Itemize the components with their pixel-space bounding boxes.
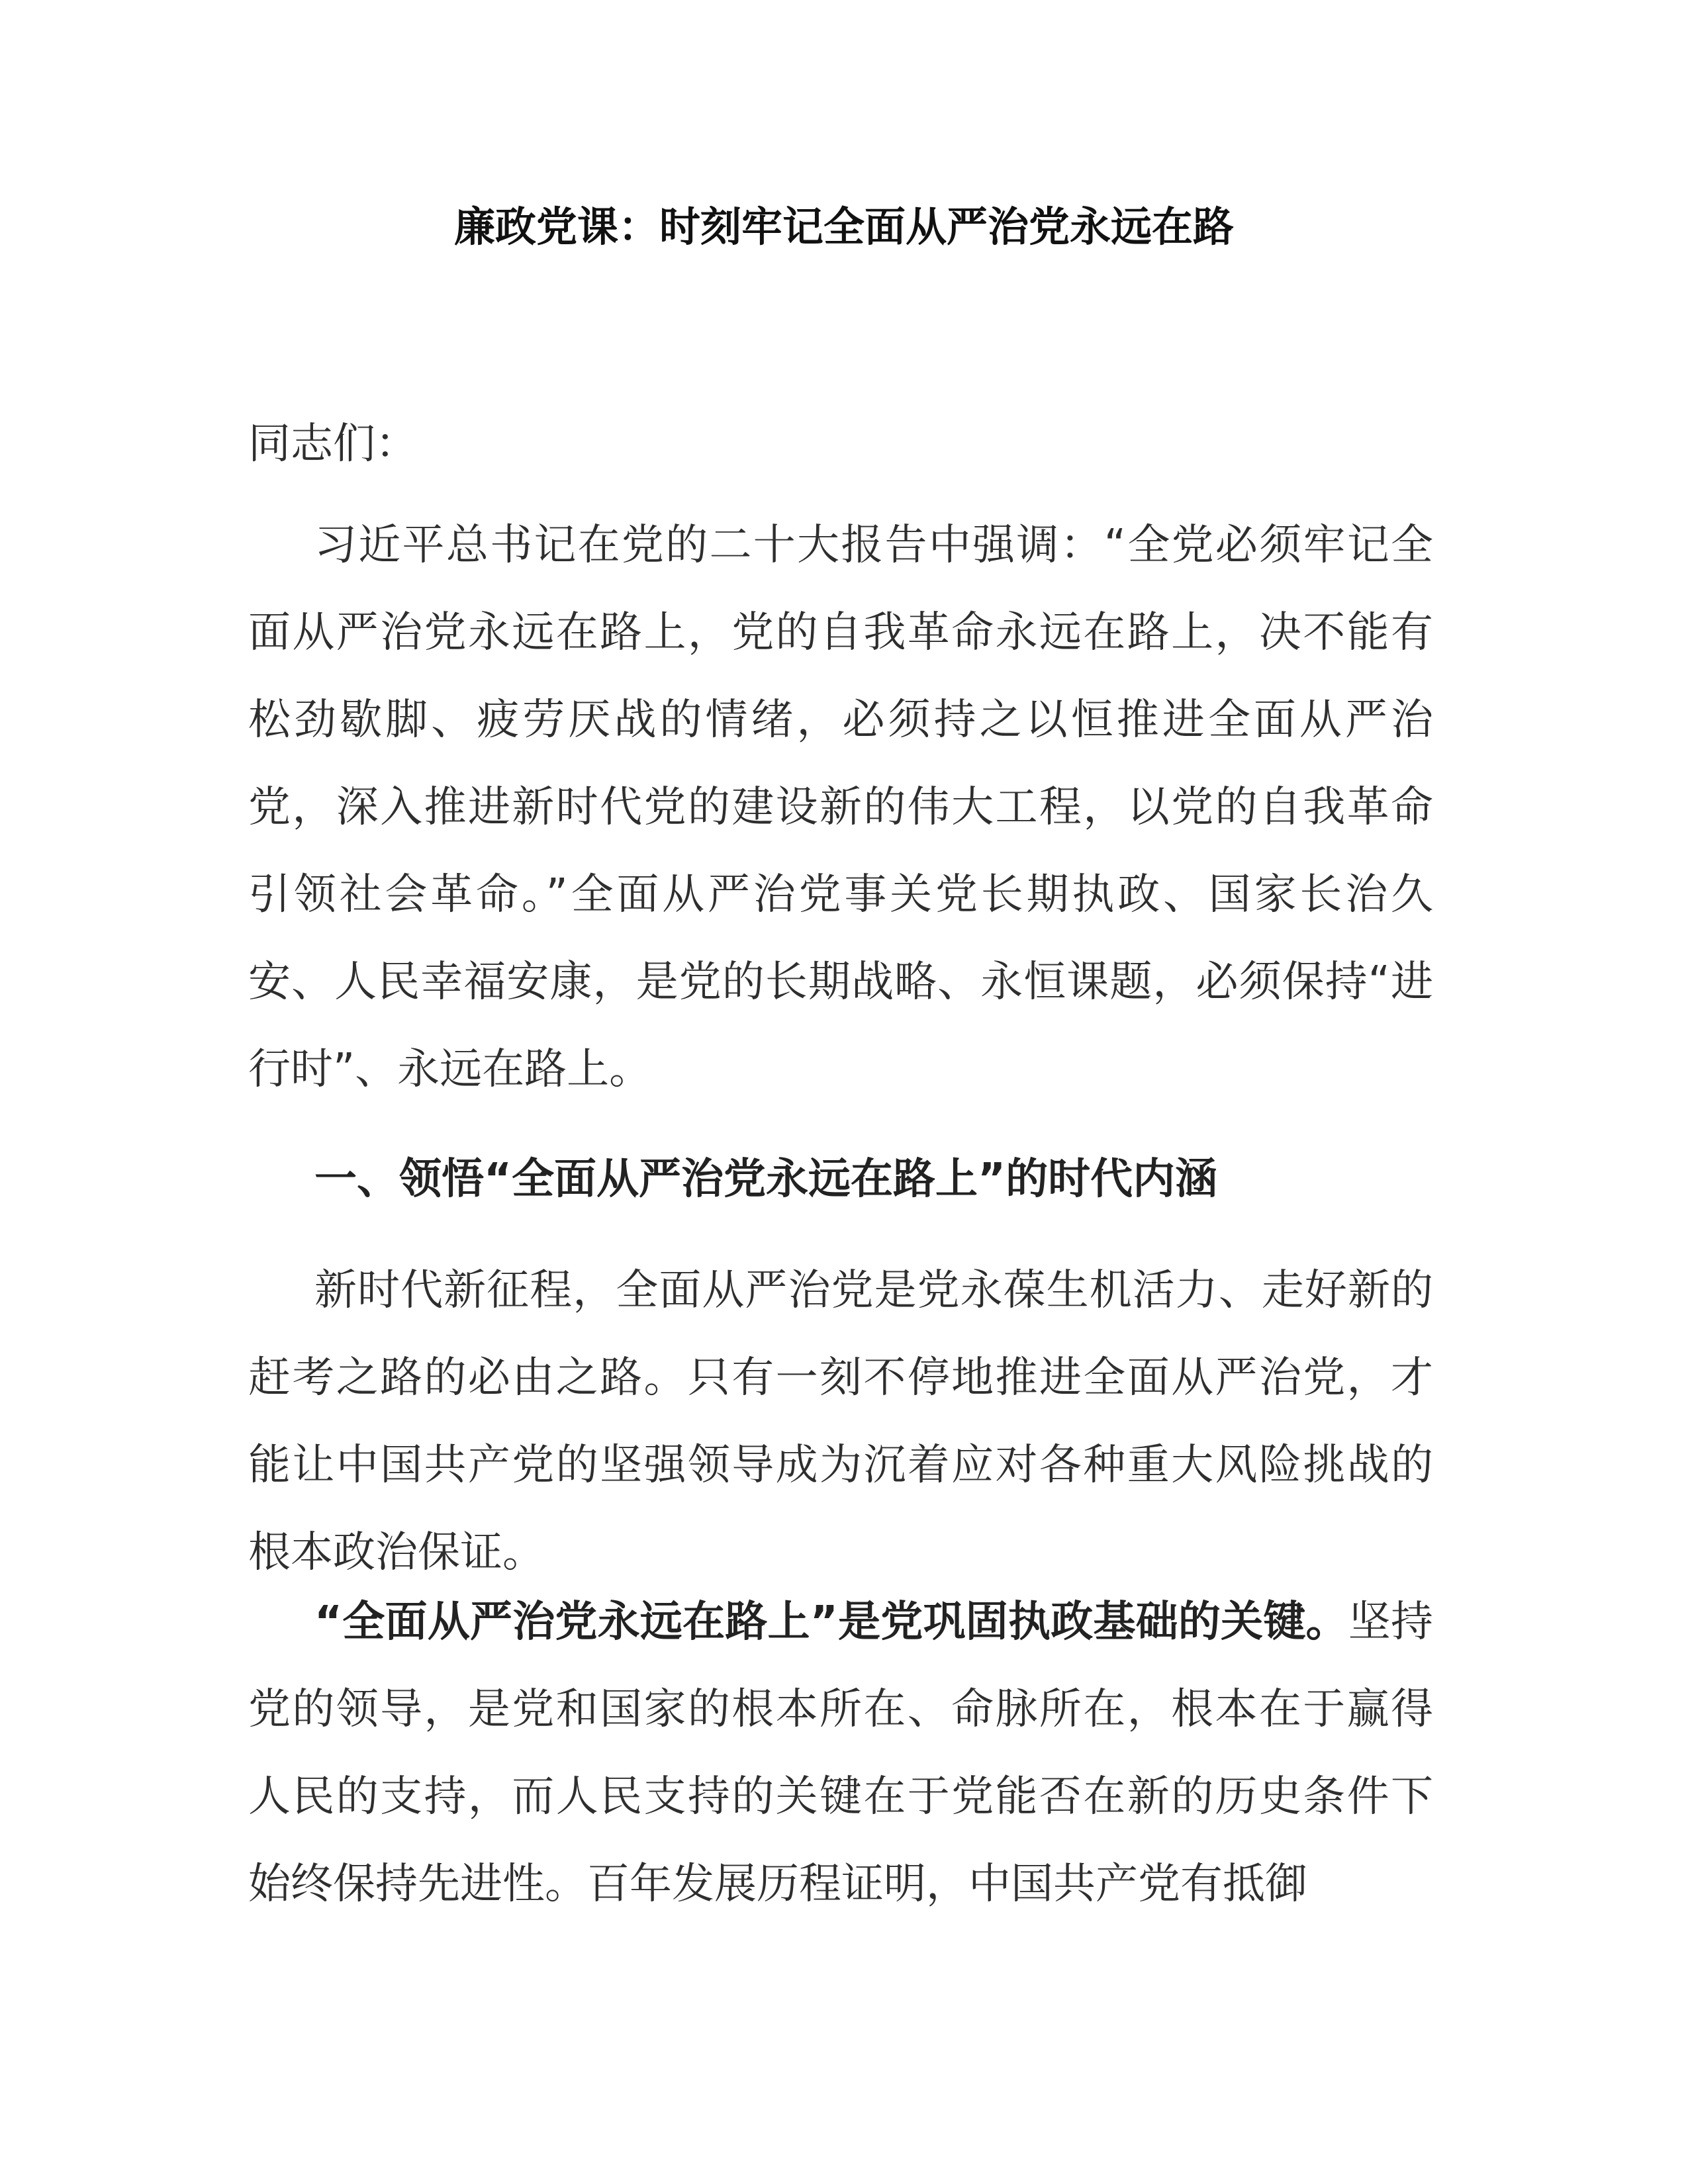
body-paragraph-1: 习近平总书记在党的二十大报告中强调：“全党必须牢记全面从严治党永远在路上，党的自我革命永远在路上，决不能有松劲歇脚、疲劳厌战的情绪，必须持之以恒推进全面从严治党，深入推进新时代党的建设新的伟大工程，以党的自我革命引领社会革命。”全面从严治党事关党长期执政、国家长治久安、人民幸福安康，是党的长期战略、永恒课题，必须保持“进行时”、永远在路上。 [248, 521, 1433, 1094]
paragraph-body-text: 坚持党的领导，是党和国家的根本所在、命脉所在，根本在于赢得人民的支持，而人民支持的关键在于党能否在新的历史条件下始终保持先进性。百年发展历程证明，中国共产党有抵御 [248, 1598, 1434, 1909]
body-paragraph-2: 新时代新征程，全面从严治党是党永葆生机活力、走好新的赶考之路的必由之路。只有一刻不停地推进全面从严治党，才能让中国共产党的坚强领导成为沉着应对各种重大风险挑战的根本政治保证。 [248, 1266, 1433, 1577]
paragraph-lead-sentence: “全面从严治党永远在路上”是党巩固执政基础的关键。 [314, 1598, 1348, 1647]
salutation: 同志们： [248, 420, 418, 469]
section-heading-1: 一、领悟“全面从严治党永远在路上”的时代内涵 [314, 1155, 1218, 1204]
body-paragraph-3 [248, 1578, 1433, 1928]
document-title: 廉政党课：时刻牢记全面从严治党永远在路 [453, 203, 1234, 251]
